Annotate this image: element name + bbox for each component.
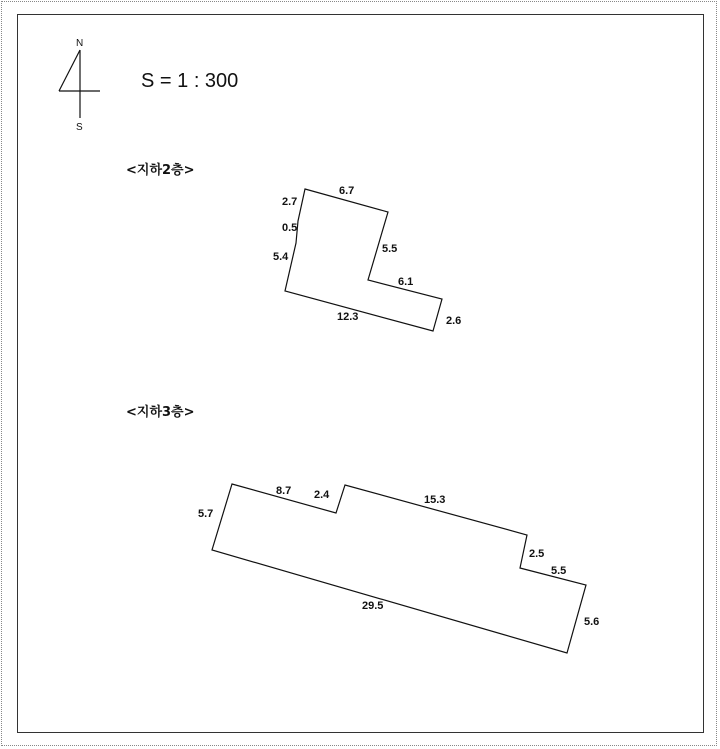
floor-title-b3: <지하3층> <box>126 405 195 420</box>
floor-title-b2: <지하2층> <box>126 163 195 178</box>
scale-label: S = 1 : 300 <box>141 70 239 92</box>
dimension-label: 2.4 <box>314 489 330 501</box>
dimension-label: 2.5 <box>529 548 545 560</box>
floor-outline-b2 <box>285 189 442 331</box>
compass-south-label: S <box>76 122 83 133</box>
dimension-label: 5.7 <box>198 508 214 520</box>
dimension-label: 29.5 <box>362 600 384 612</box>
dimension-label: 6.1 <box>398 276 414 288</box>
dimension-label: 5.5 <box>551 565 567 577</box>
dimension-label: 5.6 <box>584 616 600 628</box>
dimension-label: 6.7 <box>339 185 355 197</box>
dimension-label: 5.4 <box>273 251 289 263</box>
dimension-label: 15.3 <box>424 494 446 506</box>
dimension-label: 2.7 <box>282 196 298 208</box>
compass-north-label: N <box>76 38 84 49</box>
north-arrow-icon <box>59 50 100 118</box>
dimension-label: 5.5 <box>382 243 398 255</box>
floor-outline-b3 <box>212 484 586 653</box>
dimension-label: 8.7 <box>276 485 292 497</box>
dimension-label: 0.5 <box>282 222 298 234</box>
dimension-label: 12.3 <box>337 311 359 323</box>
dimension-label: 2.6 <box>446 315 462 327</box>
